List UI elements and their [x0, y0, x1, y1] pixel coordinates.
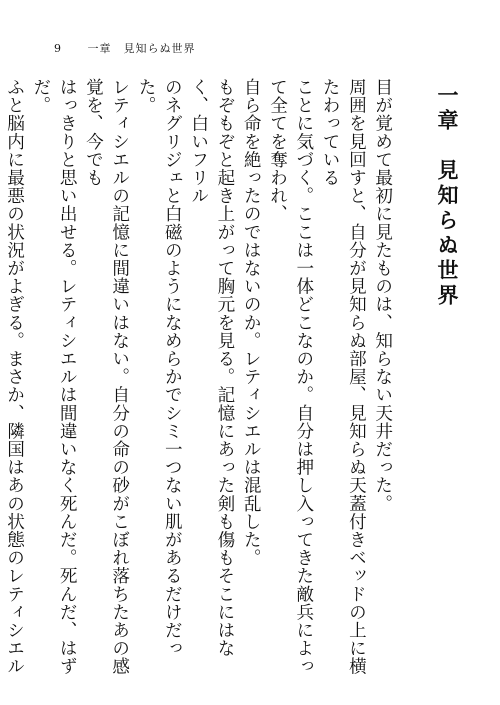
text-line: 目が覚めて最初に見たものは、知らない天井だった。	[372, 78, 393, 513]
text-line: レティシエルの記憶に間違いはない。自分の命の砂がこぼれ落ちたあの感覚を、今でも	[83, 78, 130, 676]
text-line: ことに気づく。ここは一体どこなのか。自分は押し入ってきた敵兵によって全てを奪われ、	[267, 78, 314, 676]
text-line: もぞもぞと起き上がって胸元を見る。記憶にあった剣も傷もそこにはなく、白いフリル	[188, 78, 235, 658]
text-line: 自ら命を絶ったのではないのか。レティシエルは混乱した。	[241, 78, 262, 567]
vertical-body-text	[4, 78, 460, 678]
page-number: 9	[54, 42, 62, 55]
running-title: 一章 見知らぬ世界	[87, 42, 196, 55]
page-header	[54, 40, 196, 56]
text-line: のネグリジェと白磁のようになめらかでシミ一つない肌があるだけだった。	[136, 78, 183, 658]
chapter-title: 一章 見知らぬ世界	[435, 84, 460, 309]
text-line: はっきりと思い出せる。レティシエルは間違いなく死んだ。死んだ、はずだ。	[30, 78, 78, 676]
text-line: ふと脳内に最悪の状況がよぎる。まさか、隣国はあの状態のレティシエル	[4, 78, 25, 676]
text-line: 周囲を見回すと、自分が見知らぬ部屋、見知らぬ天蓋付きベッドの上に横たわっている	[320, 78, 367, 676]
